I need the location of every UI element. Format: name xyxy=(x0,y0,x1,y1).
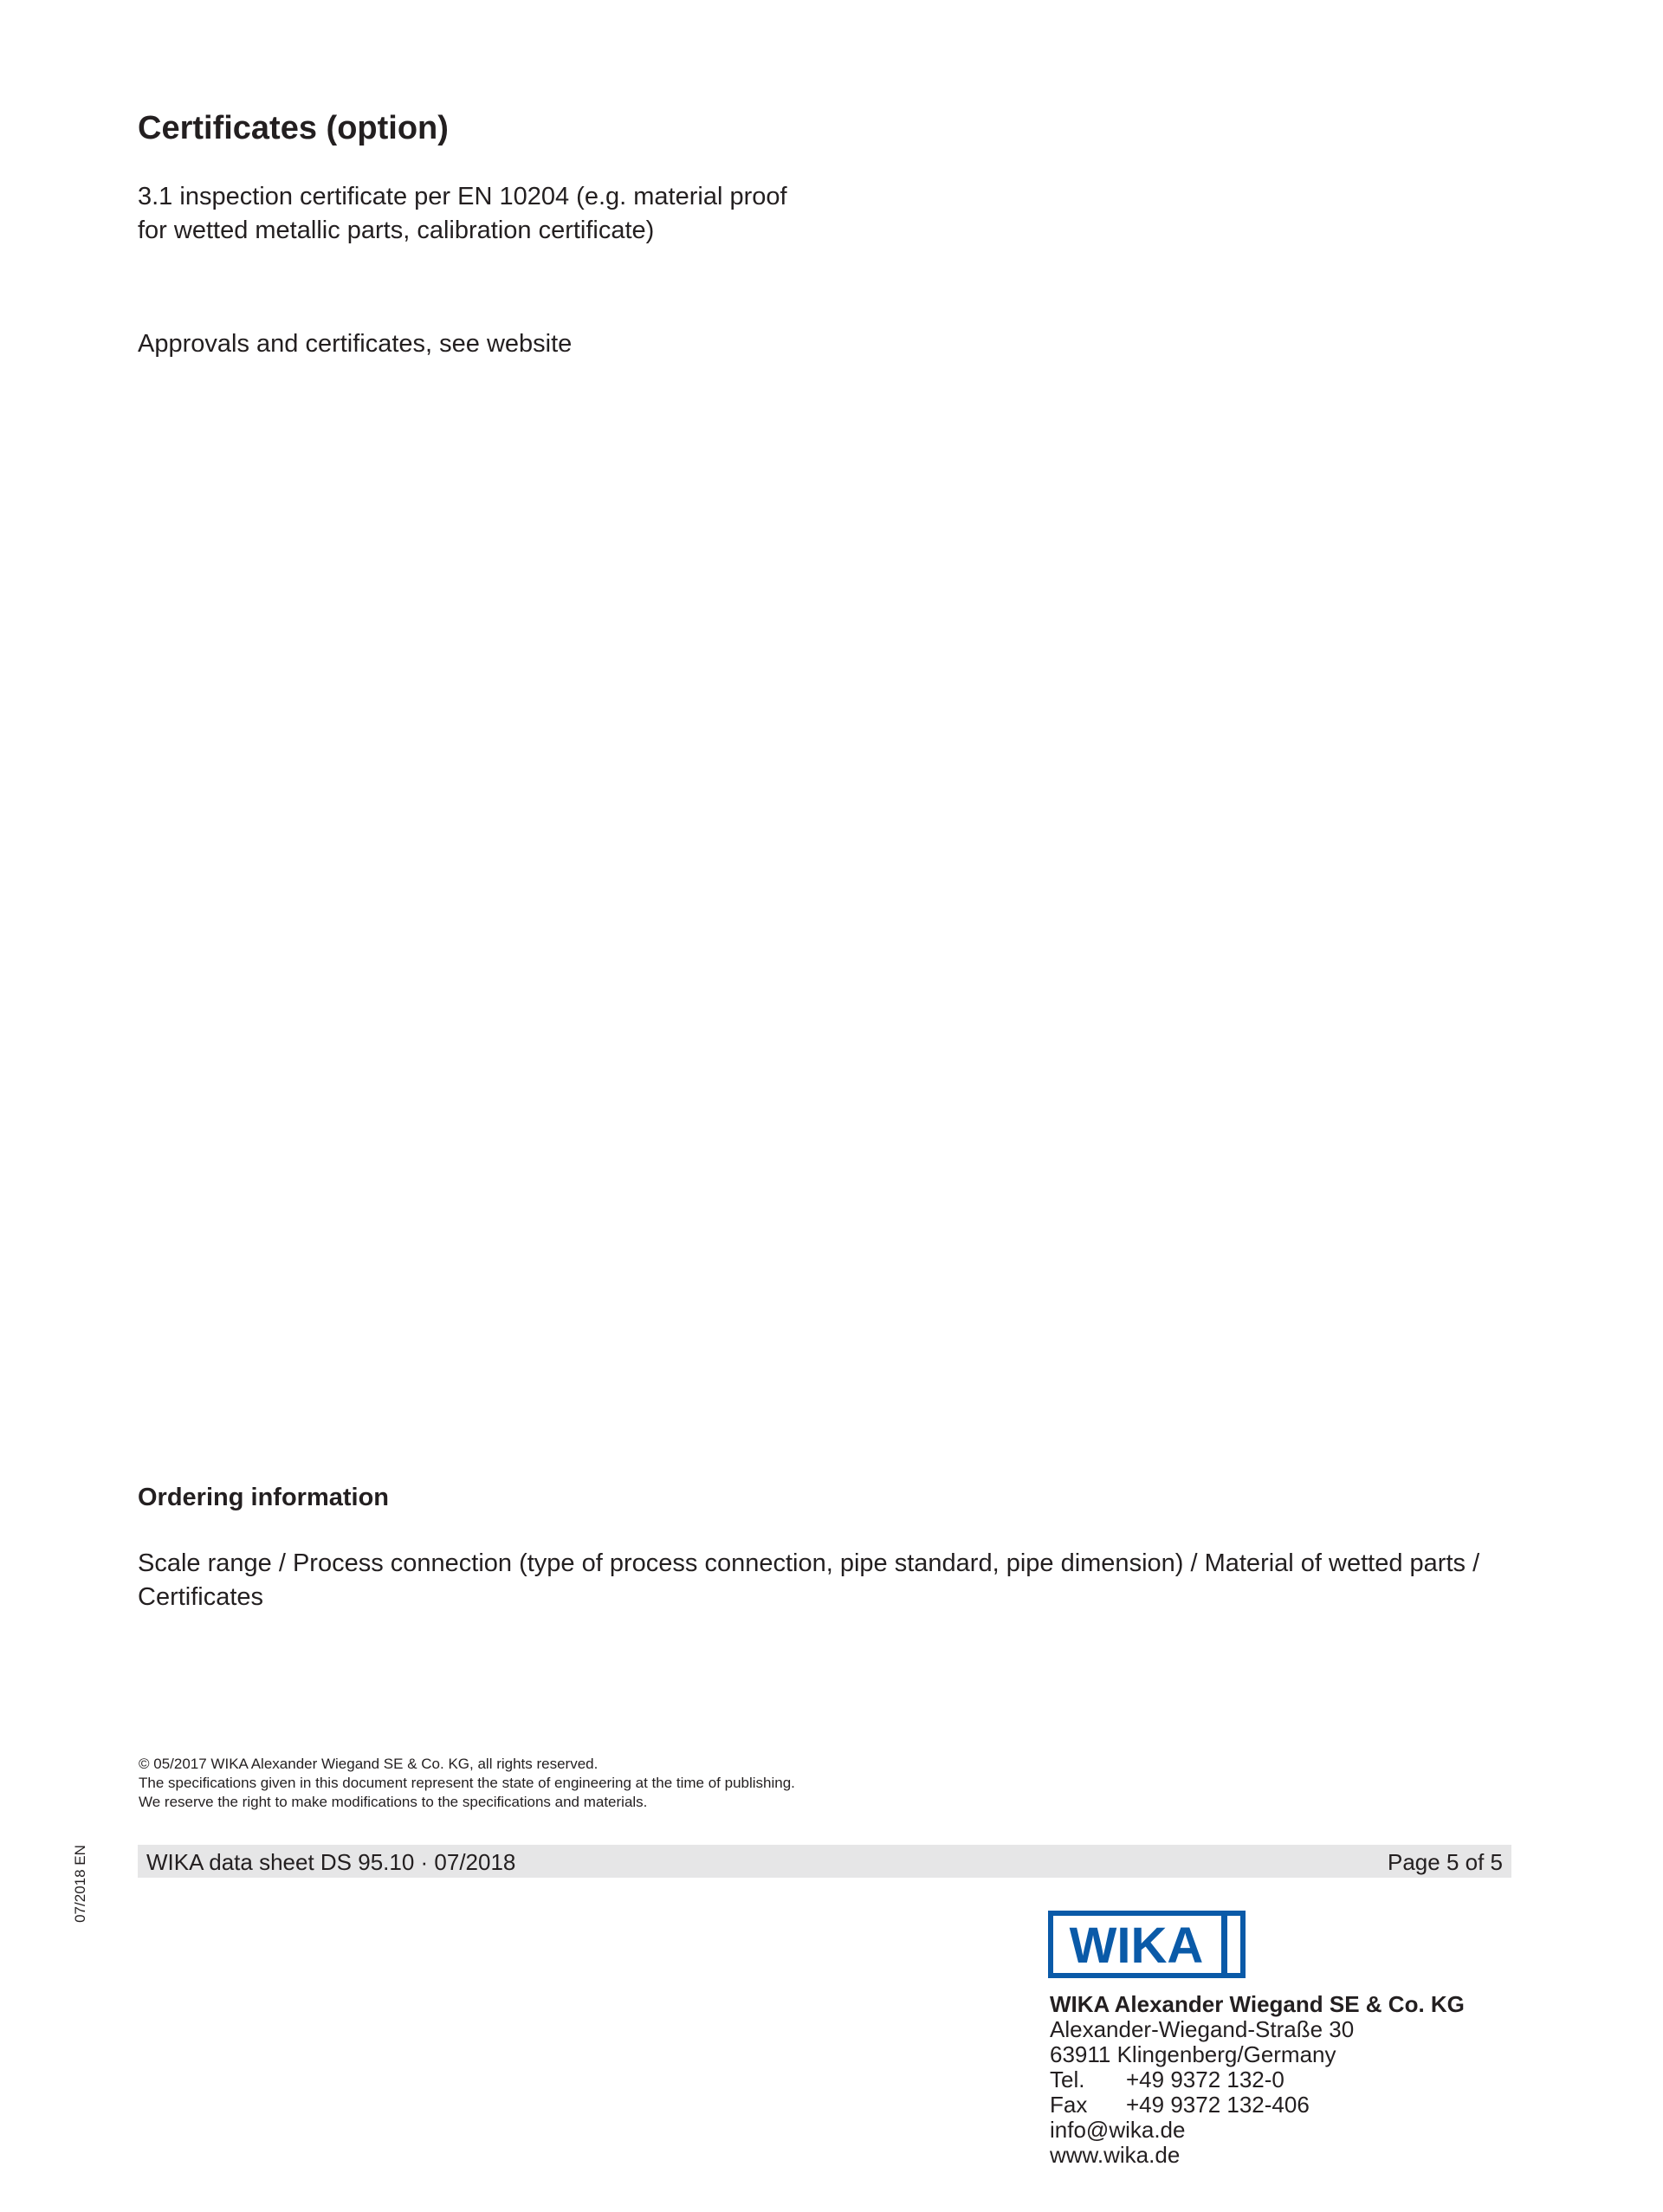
phone-row xyxy=(1050,2067,1465,2092)
street-address: Alexander-Wiegand-Straße 30 xyxy=(1050,2016,1355,2042)
certificates-heading: Certificates (option) xyxy=(138,110,449,146)
datasheet-label: WIKA data sheet DS 95.10 · 07/2018 xyxy=(146,1849,516,1875)
ordering-line-2: Certificates xyxy=(138,1583,264,1611)
fax-label: Fax xyxy=(1050,2092,1088,2118)
certificates-line-1: 3.1 inspection certificate per EN 10204 (e.g. material proof xyxy=(138,183,787,210)
reserve-note-text: We reserve the right to make modifications to the specifications and materials. xyxy=(139,1794,648,1810)
certificates-description xyxy=(138,180,831,248)
fax-row xyxy=(1050,2092,1465,2118)
ordering-heading: Ordering information xyxy=(138,1484,389,1511)
ordering-line-1: Scale range / Process connection (type of process connection, pipe standard, pipe dimension) / Material of wetted parts / xyxy=(138,1549,1480,1577)
contact-block xyxy=(1050,1992,1465,2168)
side-date-label: 07/2018 EN xyxy=(72,1845,88,1923)
footer-bar xyxy=(138,1845,1511,1878)
logo-text: WIKA xyxy=(1069,1918,1204,1974)
ordering-description xyxy=(138,1547,1489,1614)
fax-number: +49 9372 132-406 xyxy=(1126,2092,1310,2118)
page-number: Page 5 of 5 xyxy=(1388,1849,1503,1875)
phone-number: +49 9372 132-0 xyxy=(1126,2066,1284,2092)
spec-note-text: The specifications given in this document represent the state of engineering at the time of publishing. xyxy=(139,1775,795,1791)
phone-label: Tel. xyxy=(1050,2066,1085,2092)
website-link[interactable]: www.wika.de xyxy=(1050,2142,1181,2168)
wika-logo xyxy=(1048,1911,1246,1978)
email-link[interactable]: info@wika.de xyxy=(1050,2117,1186,2143)
legal-notice xyxy=(139,1755,795,1812)
company-name: WIKA Alexander Wiegand SE & Co. KG xyxy=(1050,1991,1465,2017)
copyright-text: © 05/2017 WIKA Alexander Wiegand SE & Co. KG, all rights reserved. xyxy=(139,1756,599,1772)
city-address: 63911 Klingenberg/Germany xyxy=(1050,2041,1336,2067)
certificates-line-2: for wetted metallic parts, calibration certificate) xyxy=(138,217,655,244)
approvals-note: Approvals and certificates, see website xyxy=(138,330,573,358)
